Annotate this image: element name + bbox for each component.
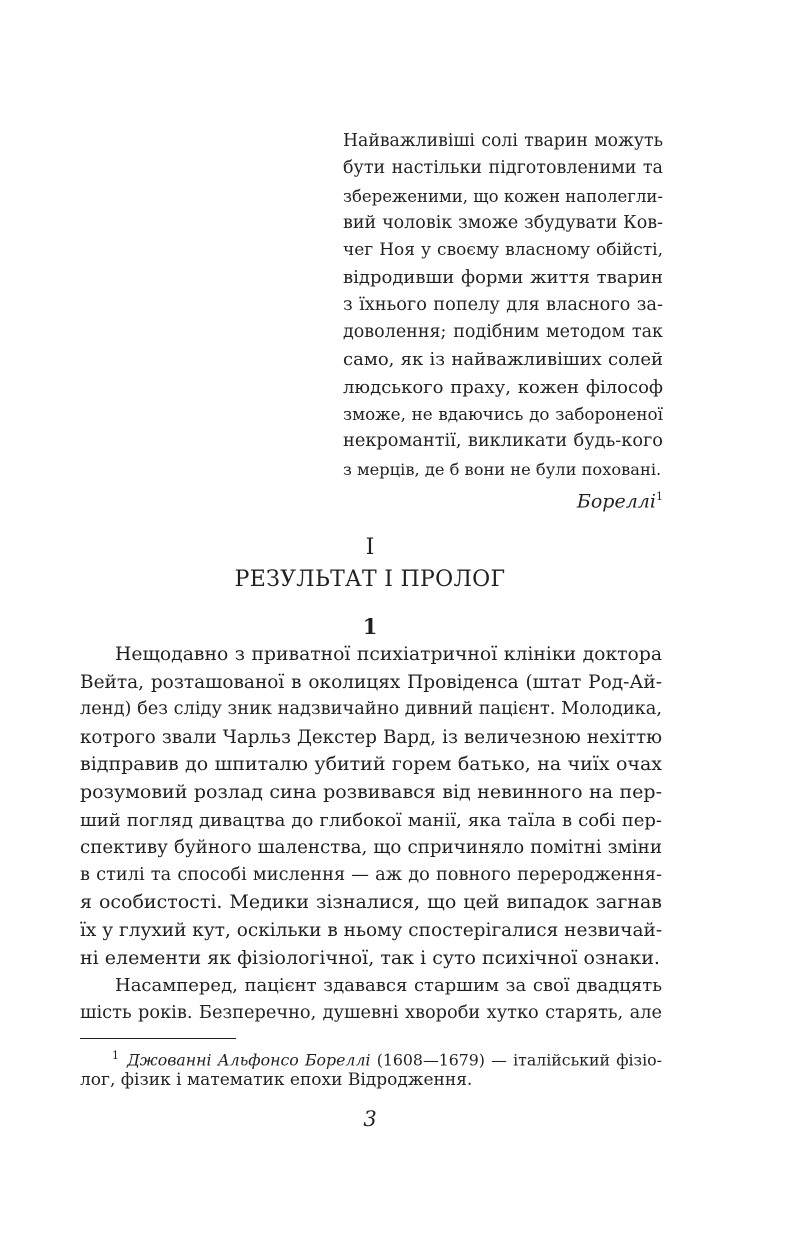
epigraph-line: зможе, не вдаючись до забороненої: [343, 403, 663, 424]
epigraph: [343, 128, 663, 513]
epigraph-line: само, як із найважливіших солей: [343, 349, 663, 371]
body-text: [80, 641, 662, 1027]
epigraph-line: відродивши форми життя тварин: [343, 267, 663, 289]
footnote-line: [80, 1043, 662, 1068]
body-line: ленд) без сліду зник надзвичайно дивний пацієнт. Молодика,: [80, 699, 662, 720]
epigraph-line: людського праху, кожен філософ: [343, 376, 663, 398]
page-number: 3: [363, 1107, 377, 1131]
body-line: котрого звали Чарльз Декстер Вард, із величезною нехіттю: [80, 726, 662, 748]
body-line: ні елементи як фізіологічної, так і суто психічної ознаки.: [80, 946, 660, 969]
body-line: шість років. Безперечно, душевні хвороби хутко старять, але: [80, 1002, 662, 1023]
epigraph-line: некромантії, викликати будь-кого: [343, 431, 663, 452]
body-line: спективу буйного шаленства, що спричиняло помітні зміни: [80, 837, 662, 859]
epigraph-author-name: Бореллі: [576, 490, 656, 513]
body-line: Нещодавно з приватної психіатричної клініки доктора: [115, 644, 662, 665]
section-number: 1: [362, 614, 378, 639]
footnote: [80, 1043, 662, 1093]
epigraph-line: вий чоловік зможе збудувати Ков-: [343, 212, 663, 233]
footnote-text: (1608—1679) — італійський фізіо-: [370, 1050, 662, 1070]
body-line: розумовий розлад сина розвивався від невинного на пер-: [80, 780, 662, 803]
footnote-line: лог, фізик і математик епохи Відродження.: [80, 1070, 473, 1090]
footnote-divider: [80, 1038, 236, 1039]
epigraph-line: збереженими, що кожен наполегли-: [343, 186, 663, 206]
body-line: їх у глухий кут, оскільки в ньому спостерігалися незвичай-: [80, 919, 663, 941]
epigraph-line: з їхнього попелу для власного за-: [343, 294, 663, 315]
footnote-name: Джованні Альфонсо Бореллі: [127, 1050, 371, 1070]
epigraph-line: чег Ноя у своєму власному обійсті,: [343, 240, 663, 261]
footnote-mark: 1: [112, 1049, 119, 1062]
body-line: в стилі та способі мислення — аж до повного переродження-: [80, 864, 662, 885]
body-line: відправив до шпиталю убитий горем батько, на чиїх очах: [80, 753, 662, 776]
epigraph-line: бути настільки підготовленими та: [343, 158, 663, 179]
footnote-reference: 1: [656, 489, 663, 503]
epigraph-line: Найважливіші солі тварин можуть: [343, 131, 663, 151]
chapter-title: РЕЗУЛЬТАТ І ПРОЛОГ: [234, 567, 506, 592]
body-line: ший погляд дивацтва до глибокої манії, яка таїла в собі пер-: [80, 809, 662, 831]
chapter-number: I: [365, 535, 375, 560]
epigraph-line: з мерців, де б вони не були поховані.: [343, 459, 662, 479]
body-line: Вейта, розташованої в околицях Провіденса (штат Род-Ай-: [80, 671, 662, 693]
epigraph-line: доволення; подібним методом так: [343, 322, 663, 343]
body-line: я особистості. Медики зізналися, що цей випадок загнав: [80, 891, 662, 914]
epigraph-author: [343, 483, 663, 513]
body-line: Насамперед, пацієнт здавався старшим за свої двадцять: [115, 975, 662, 997]
